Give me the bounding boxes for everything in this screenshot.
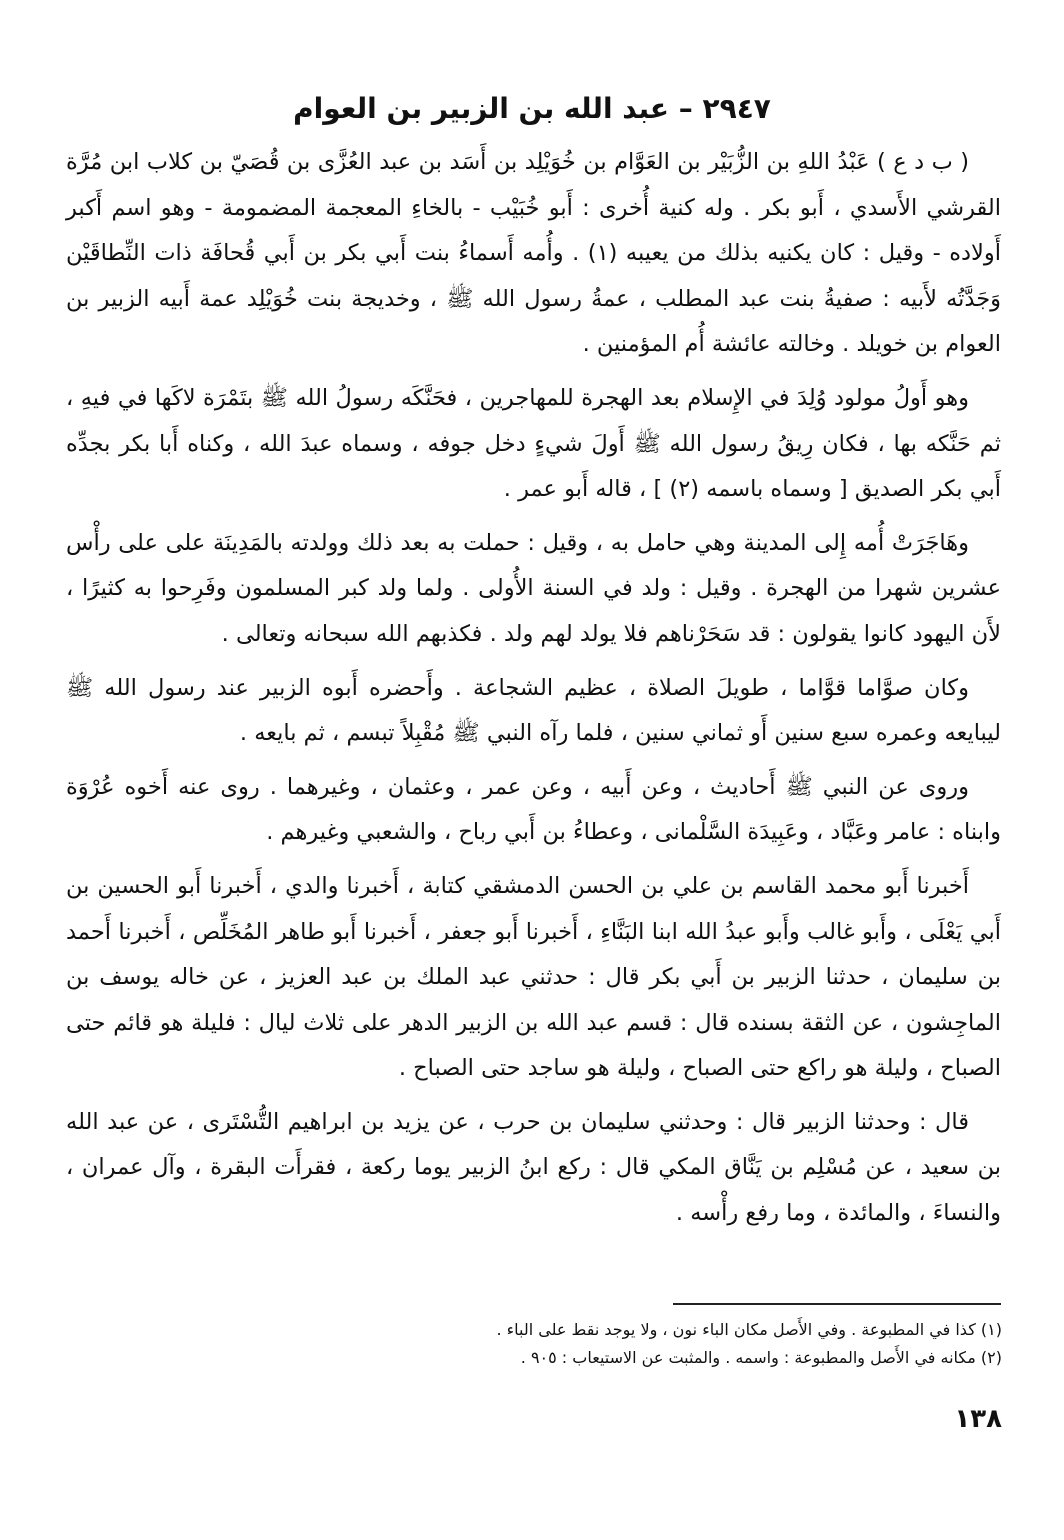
paragraph-isnad: أَخبرنا أَبو محمد القاسم بن علي بن الحسن الدمشقي كتابة ، أَخبرنا والدي ، أَخبرنا أَبو الحسين بن أَبي يَعْلَى ، وأَبو غالب وأَبو عبدُ الله ابنا البَنَّاءِ ، أَخبرنا أَبو جعفر ، أَخبرنا أَبو طاهر المُخَلِّص ، أَخبرنا أَحمد بن سليمان ، حدثنا الزبير بن أَبي بكر قال : حدثني عبد الملك بن عبد العزيز ، عن خاله يوسف بن الماجِشون ، عن الثقة بسنده قال : قسم عبد الله بن الزبير الدهر على ثلاث ليال : فليلة هو قائم حتى الصباح ، وليلة هو راكع حتى الصباح ، وليلة هو ساجد حتى الصباح . [66, 872, 1001, 1082]
paragraph-lineage: ( ب د ع ) عَبْدُ اللهِ بن الزُّبَيْر بن العَوَّام بن خُوَيْلِد بن أَسَد بن عبد العُزَّى بن قُصَيّ بن كلاب ابن مُرَّة القرشي الأَسدي ، أَبو بكر . وله كنية أُخرى : أَبو خُبَيْب - بالخاءِ المعجمة المضمومة - وهو اسم أَكبر أَولاده - وقيل : كان يكنيه بذلك من يعيبه (١) . وأُمه أَسماءُ بنت أَبي بكر بن أَبي قُحافَة ذات النِّطاقَيْن وَجَدَّتُه لأَبيه : صفيةُ بنت عبد المطلب ، عمةُ رسول الله ﷺ ، وخديجة بنت خُوَيْلِد عمة أَبيه الزبير بن العوام بن خويلد . وخالته عائشة أُم المؤمنين . [66, 149, 1001, 358]
footnote-separator [673, 1303, 1001, 1305]
footnotes [300, 1316, 1002, 1372]
page-number: ١٣٨ [954, 1404, 1002, 1434]
paragraph-narrations: وروى عن النبي ﷺ أَحاديث ، وعن أَبيه ، وعن عمر ، وعثمان ، وغيرهما . روى عنه أَخوه عُرْوَة وابناه : عامر وعَبَّاد ، وعَبِيدَة السَّلْمانى ، وعطاءُ بن أَبي رباح ، والشعبي وغيرهم . [66, 773, 1001, 846]
footnote-1: (١) كذا في المطبوعة . وفي الأَصل مكان الباء نون ، ولا يوجد نقط على الباء . [496, 1320, 1002, 1339]
footnote-2: (٢) مكانه في الأَصل والمطبوعة : واسمه . والمثبت عن الاستيعاب : ٩٠٥ . [520, 1348, 1002, 1367]
entry-body [66, 140, 1001, 1245]
paragraph-character: وكان صوَّاما قوَّاما ، طويلَ الصلاة ، عظيم الشجاعة . وأَحضره أَبوه الزبير عند رسول الله ﷺ ليبايعه وعمره سبع سنين أَو ثماني سنين ، فلما رآه النبي ﷺ مُقْبِلاً تبسم ، ثم بايعه . [66, 674, 1001, 747]
paragraph-birth: وهو أَولُ مولود وُلِدَ في الإِسلام بعد الهجرة للمهاجرين ، فحَنَّكَه رسولُ الله ﷺ بتَمْرَة لاكَها في فيهِ ، ثم حَنَّكه بها ، فكان رِيقُ رسول الله ﷺ أَولَ شيءٍ دخل جوفه ، وسماه عبدَ الله ، وكناه أَبا بكر بجدِّه أَبي بكر الصديق [ وسماه باسمه (٢) ] ، قاله أَبو عمر . [66, 384, 1001, 503]
paragraph-migration: وهَاجَرَتْ أُمه إِلى المدينة وهي حامل به ، وقيل : حملت به بعد ذلك وولدته بالمَدِينَة على على رأْس عشرين شهرا من الهجرة . وقيل : ولد في السنة الأُولى . ولما ولد كبر المسلمون وفَرِحوا به كثيرًا ، لأَن اليهود كانوا يقولون : قد سَحَرْناهم فلا يولد لهم ولد . فكذبهم الله سبحانه وتعالى . [66, 529, 1001, 647]
entry-heading: ٢٩٤٧ – عبد الله بن الزبير بن العوام [293, 92, 771, 125]
paragraph-prayer: قال : وحدثنا الزبير قال : وحدثني سليمان بن حرب ، عن يزيد بن ابراهيم التُّسْتَرى ، عن عبد الله بن سعيد ، عن مُسْلِم بن يَنَّاق المكي قال : ركع ابنُ الزبير يوما ركعة ، فقرأَت البقرة ، وآل عمران ، والنساءَ ، والمائدة ، وما رفع رأْسه . [66, 1108, 1001, 1227]
